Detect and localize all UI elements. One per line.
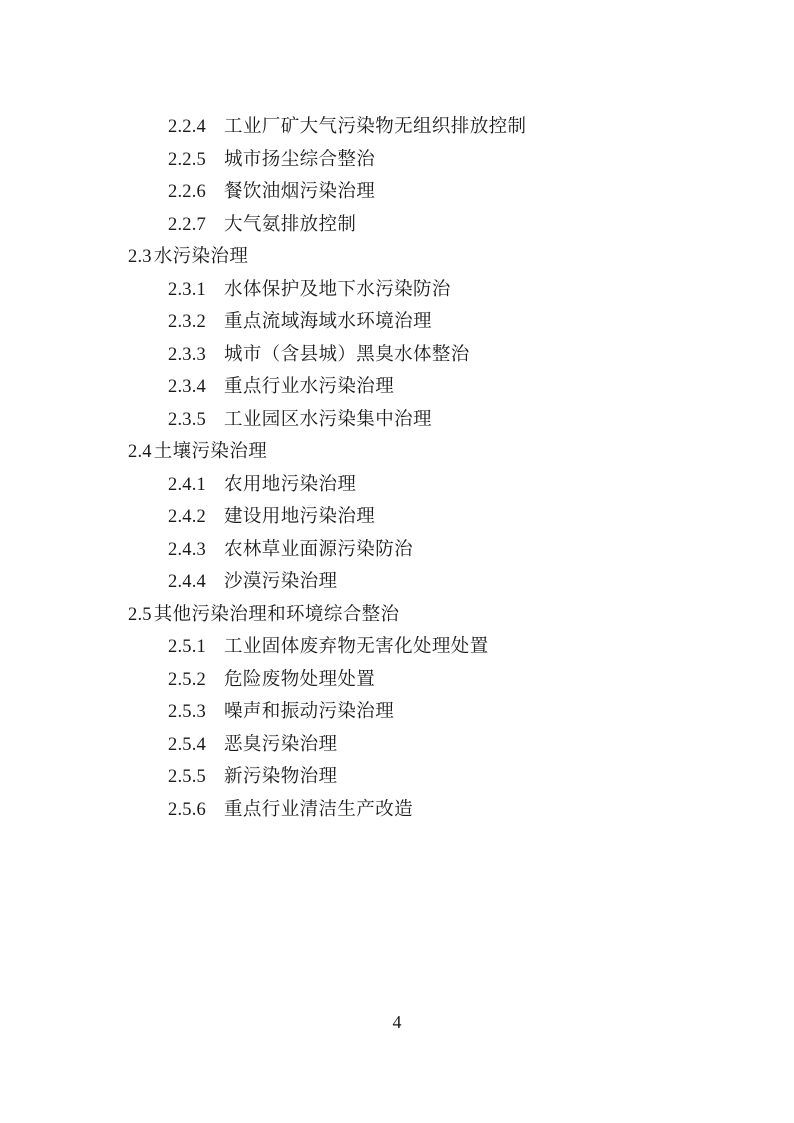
toc-entry-number: 2.3 (128, 247, 152, 267)
toc-entry-number: 2.2.4 (168, 117, 206, 137)
toc-entry[interactable] (96, 411, 698, 430)
toc-entry[interactable] (96, 671, 698, 690)
toc-entry-label: 城市（含县城）黑臭水体整治 (224, 344, 470, 365)
toc-entry-label: 城市扬尘综合整治 (224, 149, 376, 170)
toc-entry-label: 大气氨排放控制 (224, 214, 357, 235)
toc-entry[interactable] (96, 606, 698, 625)
toc-entry-label: 恶臭污染治理 (224, 734, 338, 755)
toc-entry[interactable] (96, 573, 698, 592)
toc-entry[interactable] (96, 183, 698, 202)
toc-entry-number: 2.2.5 (168, 149, 206, 170)
toc-entry-number: 2.5 (128, 604, 152, 625)
table-of-contents (96, 118, 698, 819)
toc-entry-label: 餐饮油烟污染治理 (224, 182, 376, 202)
toc-entry-number: 2.3.4 (168, 377, 206, 397)
toc-entry-number: 2.3.1 (168, 279, 206, 300)
toc-entry[interactable] (96, 541, 698, 560)
toc-entry-number: 2.2.6 (168, 182, 206, 202)
toc-entry[interactable] (96, 443, 698, 462)
toc-entry-number: 2.4.2 (168, 507, 206, 527)
toc-entry-number: 2.3.5 (168, 409, 206, 430)
toc-entry-label: 土壤污染治理 (153, 442, 268, 462)
toc-entry[interactable] (96, 248, 698, 267)
toc-entry-label: 水污染治理 (153, 247, 249, 267)
toc-entry-number: 2.4.4 (168, 572, 206, 592)
toc-entry-label: 工业厂矿大气污染物无组织排放控制 (224, 117, 527, 137)
toc-entry[interactable] (96, 736, 698, 755)
toc-entry-label: 噪声和振动污染治理 (224, 702, 395, 722)
toc-entry-label: 重点行业清洁生产改造 (224, 799, 414, 820)
toc-entry-number: 2.4 (128, 442, 152, 462)
toc-entry-label: 建设用地污染治理 (224, 507, 376, 527)
toc-entry[interactable] (96, 768, 698, 787)
toc-entry-number: 2.3.3 (168, 344, 206, 365)
toc-entry-label: 其他污染治理和环境综合整治 (153, 604, 400, 625)
toc-entry-label: 重点流域海域水环境治理 (224, 312, 432, 332)
toc-entry-label: 沙漠污染治理 (224, 572, 338, 592)
toc-entry-number: 2.4.3 (168, 539, 206, 560)
toc-entry-number: 2.5.6 (168, 799, 206, 820)
toc-entry-label: 危险废物处理处置 (224, 669, 376, 690)
toc-entry[interactable] (96, 703, 698, 722)
toc-entry-number: 2.5.4 (168, 734, 206, 755)
toc-entry-number: 2.5.2 (168, 669, 206, 690)
toc-entry[interactable] (96, 476, 698, 495)
toc-entry-number: 2.5.1 (168, 637, 206, 657)
toc-entry[interactable] (96, 638, 698, 657)
toc-entry-label: 重点行业水污染治理 (224, 377, 395, 397)
toc-entry-number: 2.3.2 (168, 312, 206, 332)
toc-entry[interactable] (96, 281, 698, 300)
toc-entry-label: 新污染物治理 (224, 767, 338, 787)
toc-entry[interactable] (96, 313, 698, 332)
toc-entry-label: 农用地污染治理 (224, 474, 357, 495)
page-number: 4 (392, 1012, 402, 1032)
toc-entry[interactable] (96, 378, 698, 397)
toc-entry-label: 农林草业面源污染防治 (224, 539, 414, 560)
toc-entry[interactable] (96, 151, 698, 170)
toc-entry[interactable] (96, 346, 698, 365)
toc-entry-number: 2.2.7 (168, 214, 206, 235)
toc-entry[interactable] (96, 118, 698, 137)
toc-entry-number: 2.5.5 (168, 767, 206, 787)
toc-entry-number: 2.5.3 (168, 702, 206, 722)
toc-entry-number: 2.4.1 (168, 474, 206, 495)
toc-entry-label: 工业固体废弃物无害化处理处置 (224, 637, 489, 657)
toc-entry-label: 工业园区水污染集中治理 (224, 409, 432, 430)
toc-entry[interactable] (96, 508, 698, 527)
toc-entry[interactable] (96, 216, 698, 235)
toc-entry-label: 水体保护及地下水污染防治 (224, 279, 451, 300)
toc-entry[interactable] (96, 801, 698, 820)
